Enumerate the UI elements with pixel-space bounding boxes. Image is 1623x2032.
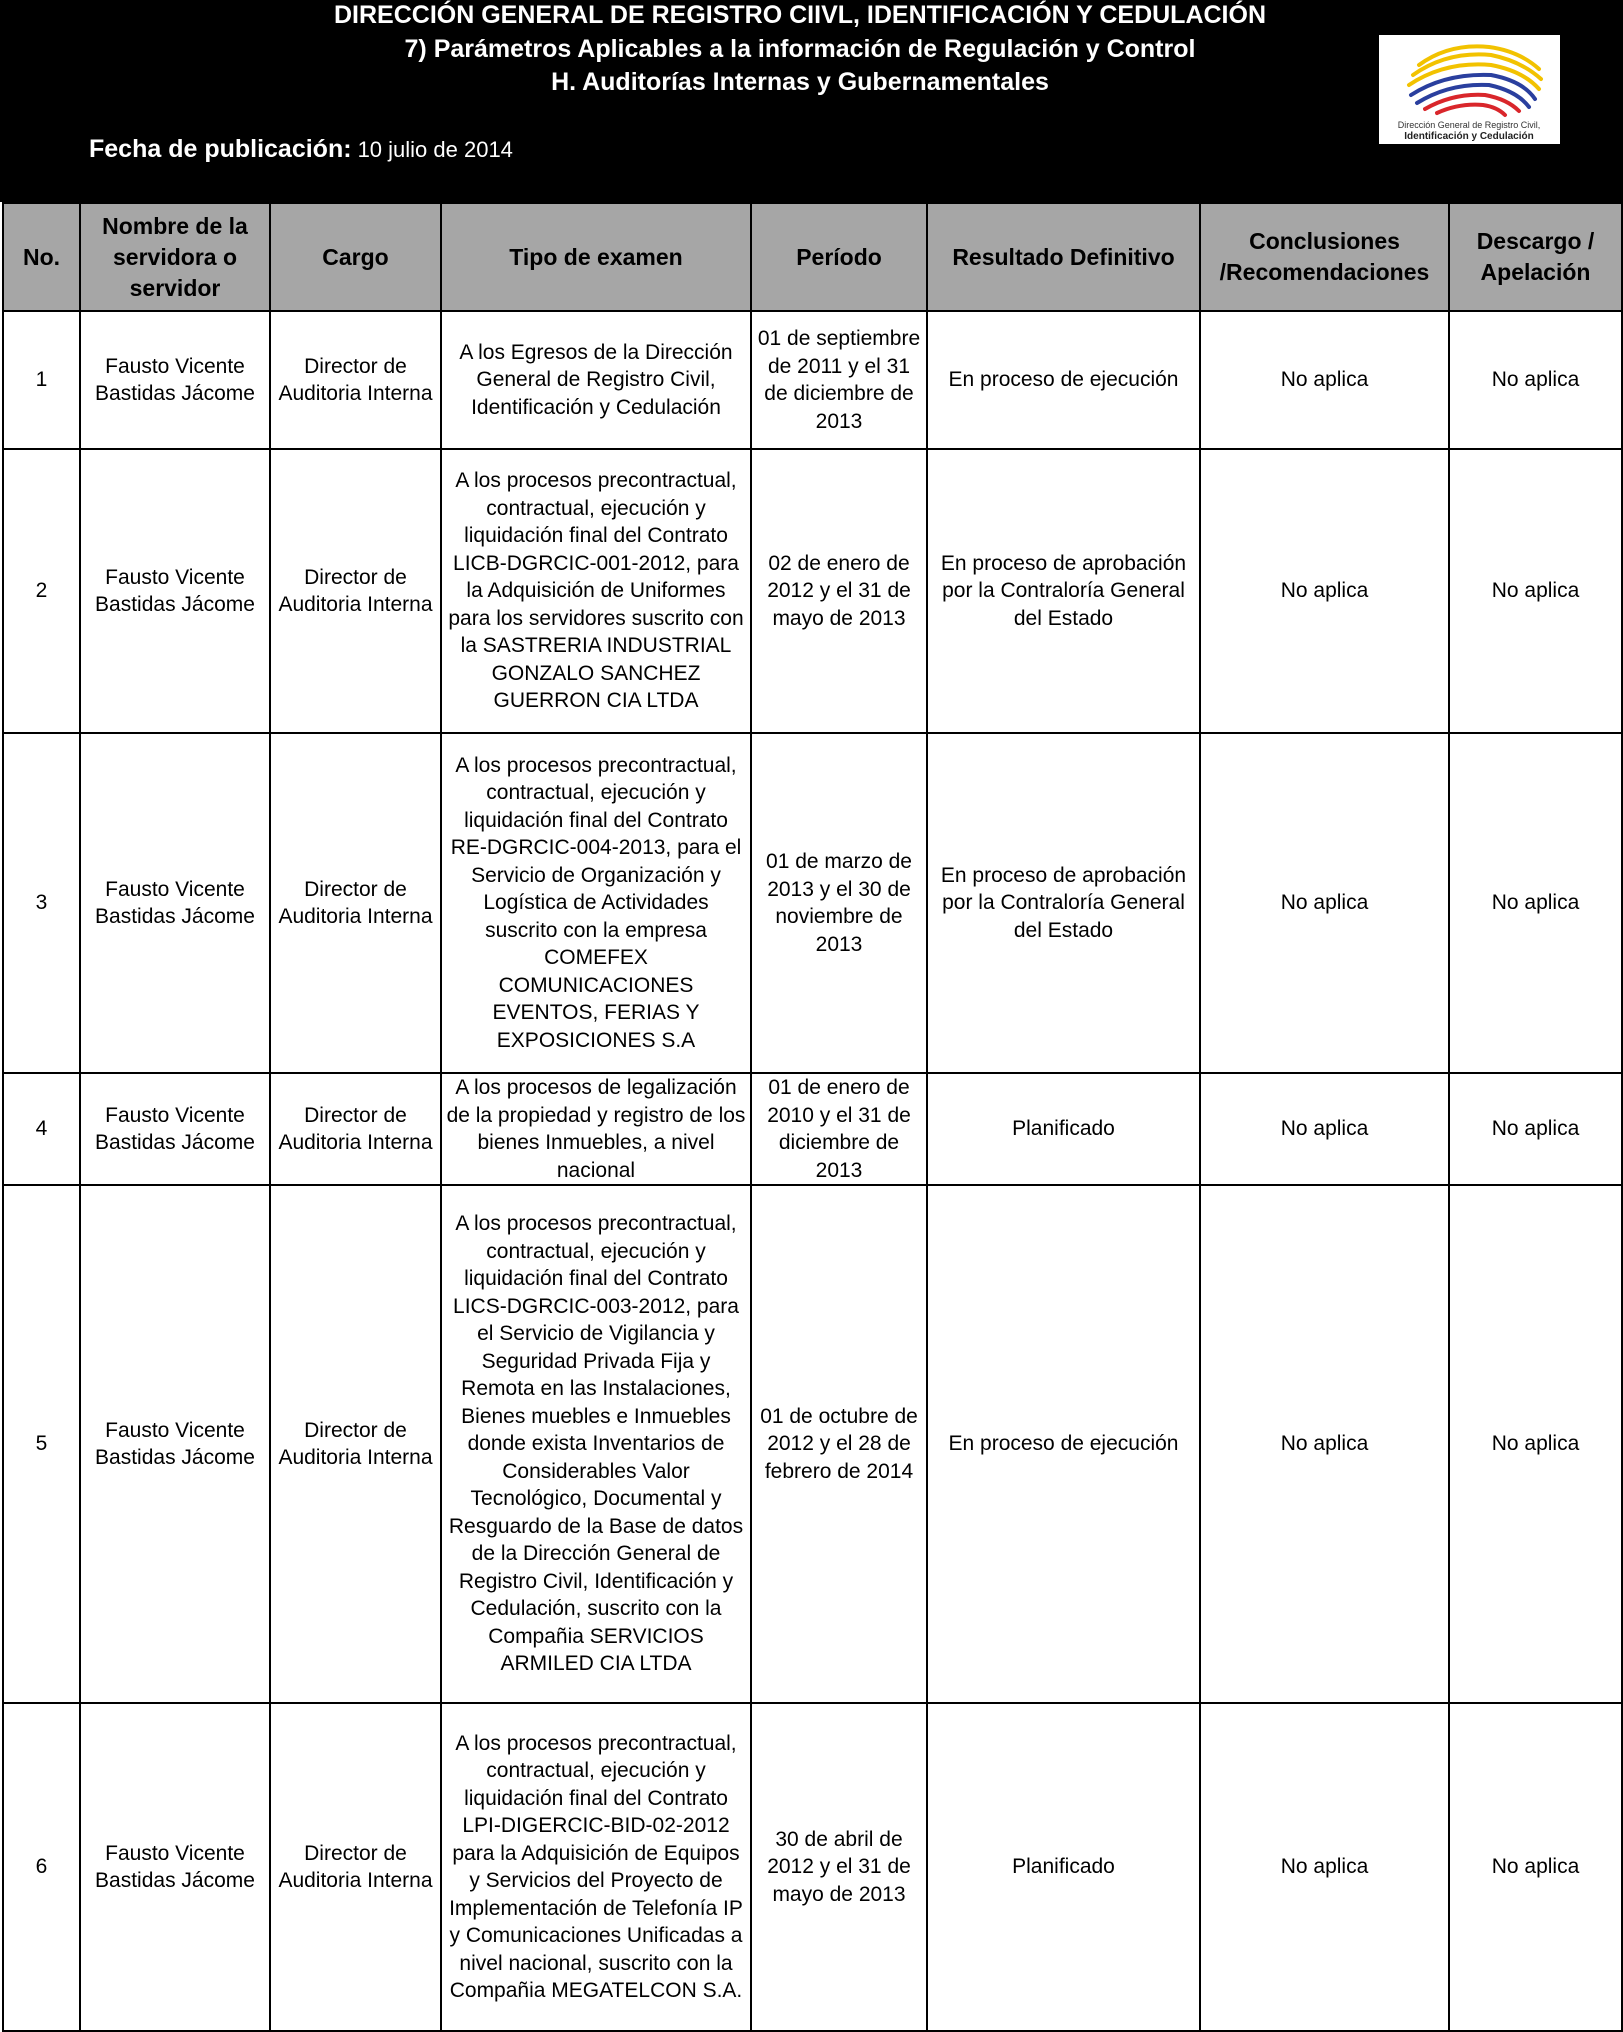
column-header-cargo: Cargo xyxy=(270,203,441,311)
column-header-descargo: Descargo / Apelación xyxy=(1449,203,1622,311)
cell-conclusiones: No aplica xyxy=(1200,1073,1449,1185)
cell-no: 2 xyxy=(3,449,80,733)
cell-no: 1 xyxy=(3,311,80,449)
cell-tipo-examen: A los procesos precontractual, contractual, ejecución y liquidación final del Contrato LICS-DGRCIC-003-2012, para el Servicio de Vigilancia y Seguridad Privada Fija y Remota en las Instalaciones, Bienes muebles e Inmuebles donde exista Inventarios de Considerables Valor Tecnológico, Documental y Resguardo de la Base de datos de la Dirección General de Registro Civil, Identificación y Cedulación, suscrito con la Compañia SERVICIOS ARMILED CIA LTDA xyxy=(441,1185,751,1703)
cell-cargo: Director de Auditoria Interna xyxy=(270,1703,441,2031)
cell-resultado: En proceso de aprobación por la Contraloría General del Estado xyxy=(927,449,1200,733)
cell-no: 5 xyxy=(3,1185,80,1703)
cell-conclusiones: No aplica xyxy=(1200,311,1449,449)
cell-cargo: Director de Auditoria Interna xyxy=(270,311,441,449)
page-title: DIRECCIÓN GENERAL DE REGISTRO CIIVL, IDENTIFICACIÓN Y CEDULACIÓN xyxy=(333,1,1267,29)
cell-no: 3 xyxy=(3,733,80,1073)
cell-nombre: Fausto Vicente Bastidas Jácome xyxy=(80,1703,270,2031)
table-row xyxy=(3,1703,1622,2031)
cell-nombre: Fausto Vicente Bastidas Jácome xyxy=(80,1185,270,1703)
column-header-no: No. xyxy=(3,203,80,311)
column-header-tipo-examen: Tipo de examen xyxy=(441,203,751,311)
table-header-row xyxy=(3,203,1622,311)
column-header-conclusiones: Conclusiones /Recomendaciones xyxy=(1200,203,1449,311)
table-row xyxy=(3,1073,1622,1185)
page-header xyxy=(0,0,1623,202)
cell-descargo: No aplica xyxy=(1449,311,1622,449)
cell-resultado: En proceso de ejecución xyxy=(927,311,1200,449)
table-row xyxy=(3,733,1622,1073)
audits-table xyxy=(2,202,1623,2032)
section-subtitle: 7) Parámetros Aplicables a la información de Regulación y Control xyxy=(404,35,1196,63)
cell-cargo: Director de Auditoria Interna xyxy=(270,1073,441,1185)
cell-tipo-examen: A los procesos de legalización de la propiedad y registro de los bienes Inmuebles, a nivel nacional xyxy=(441,1073,751,1185)
cell-tipo-examen: A los Egresos de la Dirección General de Registro Civil, Identificación y Cedulación xyxy=(441,311,751,449)
cell-no: 6 xyxy=(3,1703,80,2031)
cell-resultado: Planificado xyxy=(927,1703,1200,2031)
cell-conclusiones: No aplica xyxy=(1200,449,1449,733)
cell-cargo: Director de Auditoria Interna xyxy=(270,1185,441,1703)
column-header-periodo: Período xyxy=(751,203,927,311)
cell-periodo: 01 de octubre de 2012 y el 28 de febrero de 2014 xyxy=(751,1185,927,1703)
cell-no: 4 xyxy=(3,1073,80,1185)
cell-resultado: En proceso de ejecución xyxy=(927,1185,1200,1703)
institution-logo xyxy=(1379,35,1560,144)
cell-descargo: No aplica xyxy=(1449,1185,1622,1703)
cell-nombre: Fausto Vicente Bastidas Jácome xyxy=(80,311,270,449)
cell-periodo: 30 de abril de 2012 y el 31 de mayo de 2013 xyxy=(751,1703,927,2031)
cell-tipo-examen: A los procesos precontractual, contractual, ejecución y liquidación final del Contrato RE-DGRCIC-004-2013, para el Servicio de Organización y Logística de Actividades suscrito con la empresa COMEFEX COMUNICACIONES EVENTOS, FERIAS Y EXPOSICIONES S.A xyxy=(441,733,751,1073)
fingerprint-logo-icon xyxy=(1379,35,1560,144)
cell-descargo: No aplica xyxy=(1449,1073,1622,1185)
publication-date-value: 10 julio de 2014 xyxy=(357,137,513,162)
cell-periodo: 02 de enero de 2012 y el 31 de mayo de 2013 xyxy=(751,449,927,733)
cell-cargo: Director de Auditoria Interna xyxy=(270,733,441,1073)
cell-nombre: Fausto Vicente Bastidas Jácome xyxy=(80,1073,270,1185)
cell-nombre: Fausto Vicente Bastidas Jácome xyxy=(80,449,270,733)
cell-nombre: Fausto Vicente Bastidas Jácome xyxy=(80,733,270,1073)
subsection-subtitle: H. Auditorías Internas y Gubernamentales xyxy=(551,68,1049,96)
cell-tipo-examen: A los procesos precontractual, contractual, ejecución y liquidación final del Contrato LICB-DGRCIC-001-2012, para la Adquisición de Uniformes para los servidores suscrito con la SASTRERIA INDUSTRIAL GONZALO SANCHEZ GUERRON CIA LTDA xyxy=(441,449,751,733)
cell-periodo: 01 de marzo de 2013 y el 30 de noviembre de 2013 xyxy=(751,733,927,1073)
cell-descargo: No aplica xyxy=(1449,449,1622,733)
cell-conclusiones: No aplica xyxy=(1200,733,1449,1073)
column-header-resultado: Resultado Definitivo xyxy=(927,203,1200,311)
cell-descargo: No aplica xyxy=(1449,733,1622,1073)
cell-descargo: No aplica xyxy=(1449,1703,1622,2031)
publication-date xyxy=(89,135,513,164)
column-header-nombre: Nombre de la servidora o servidor xyxy=(80,203,270,311)
logo-text-line1: Dirección General de Registro Civil, xyxy=(1397,120,1541,130)
cell-conclusiones: No aplica xyxy=(1200,1703,1449,2031)
table-row xyxy=(3,1185,1622,1703)
cell-resultado: Planificado xyxy=(927,1073,1200,1185)
publication-date-label: Fecha de publicación: xyxy=(89,135,352,163)
cell-periodo: 01 de enero de 2010 y el 31 de diciembre de 2013 xyxy=(751,1073,927,1185)
cell-cargo: Director de Auditoria Interna xyxy=(270,449,441,733)
cell-conclusiones: No aplica xyxy=(1200,1185,1449,1703)
cell-resultado: En proceso de aprobación por la Contraloría General del Estado xyxy=(927,733,1200,1073)
cell-periodo: 01 de septiembre de 2011 y el 31 de diciembre de 2013 xyxy=(751,311,927,449)
table-row xyxy=(3,449,1622,733)
logo-text-line2: Identificación y Cedulación xyxy=(1404,131,1534,142)
table-row xyxy=(3,311,1622,449)
cell-tipo-examen: A los procesos precontractual, contractual, ejecución y liquidación final del Contrato LPI-DIGERCIC-BID-02-2012 para la Adquisición de Equipos y Servicios del Proyecto de Implementación de Telefonía IP y Comunicaciones Unificadas a nivel nacional, suscrito con la Compañia MEGATELCON S.A. xyxy=(441,1703,751,2031)
